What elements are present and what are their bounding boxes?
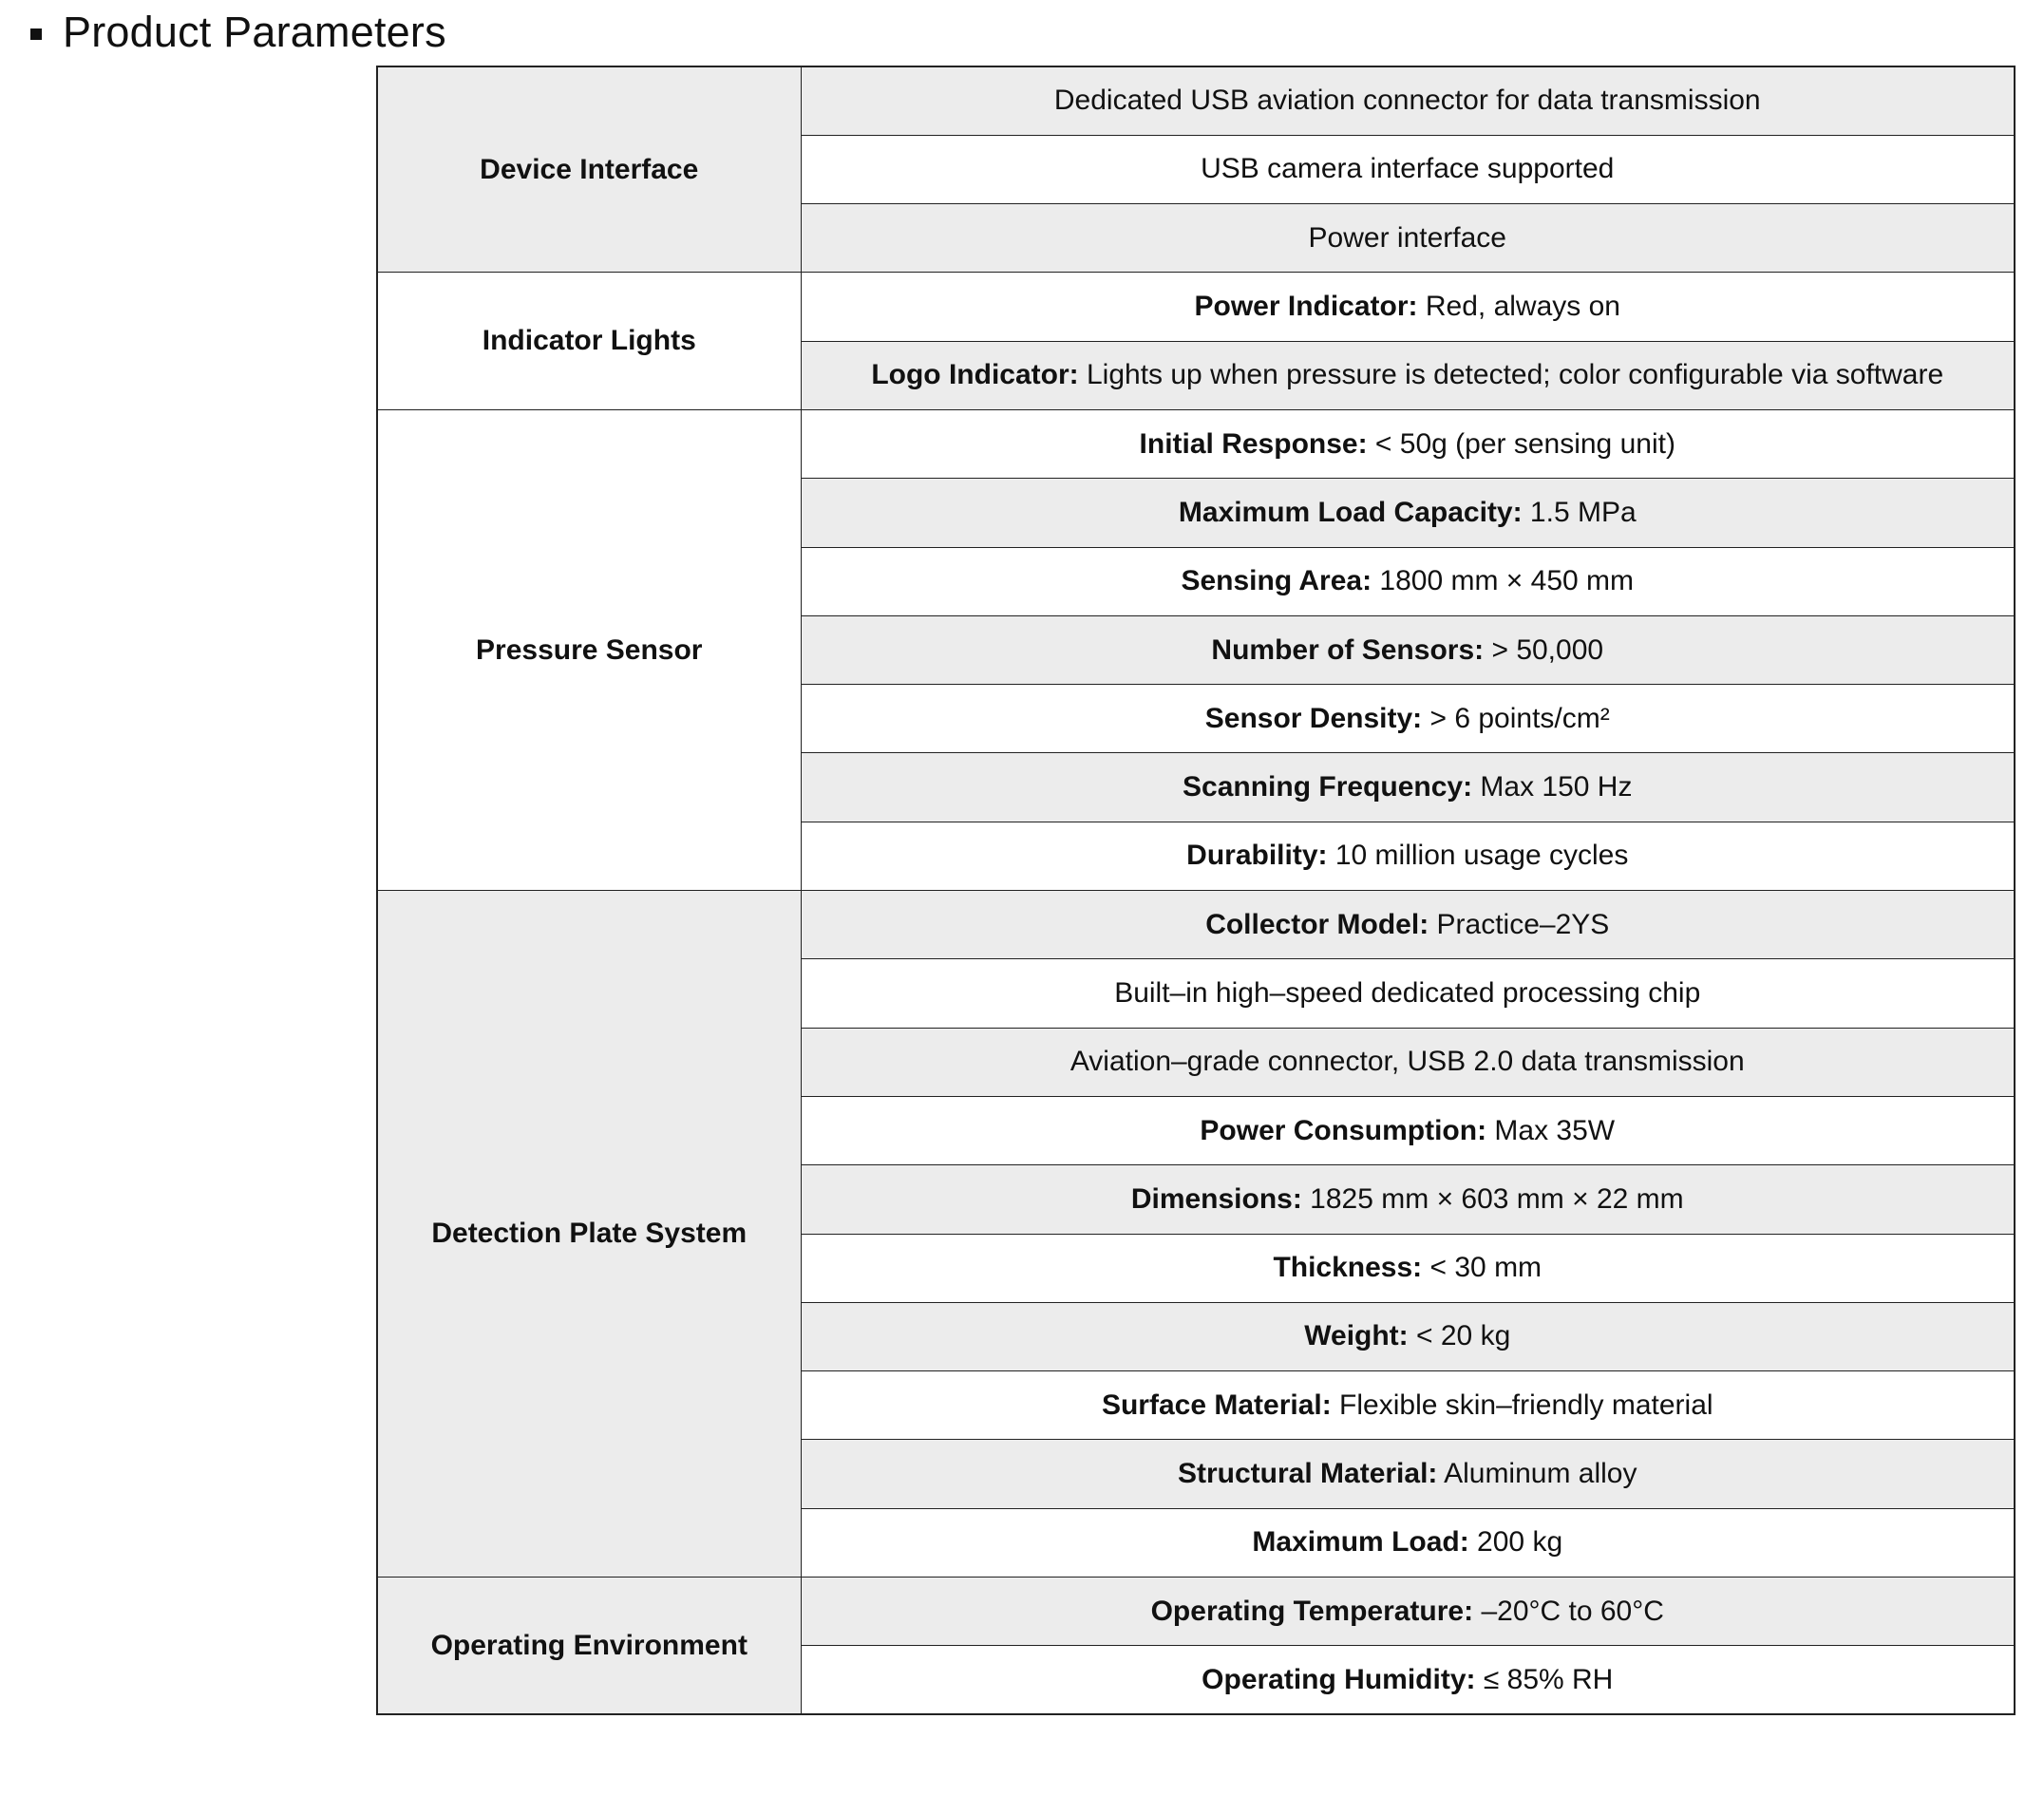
parameter-value: Red, always on [1417,291,1620,323]
parameter-value: ≤ 85% RH [1475,1663,1614,1695]
value-cell [801,615,2015,684]
table-row [377,409,2015,478]
category-cell: Pressure Sensor [377,409,801,890]
parameter-label: Thickness: [1273,1252,1423,1284]
category-cell: Operating Environment [377,1578,801,1715]
value-cell [801,1508,2015,1577]
product-parameters-table [376,66,2016,1715]
value-cell [801,1371,2015,1440]
parameter-label: Operating Humidity: [1202,1663,1476,1695]
parameter-label: Structural Material: [1178,1458,1438,1490]
parameter-value: Practice–2YS [1429,908,1610,940]
value-cell [801,204,2015,273]
parameter-value: < 30 mm [1422,1252,1542,1284]
parameter-value: 200 kg [1468,1526,1563,1559]
value-cell [801,1302,2015,1370]
value-cell [801,1165,2015,1234]
parameter-label: Surface Material: [1101,1389,1332,1421]
value-cell [801,1096,2015,1164]
parameter-value: > 6 points/cm² [1422,702,1610,734]
value-cell [801,959,2015,1028]
parameters-table-body [377,66,2015,1714]
parameter-value: 1825 mm × 603 mm × 22 mm [1301,1182,1684,1215]
parameter-label: Scanning Frequency: [1183,771,1473,803]
parameter-value: > 50,000 [1484,633,1604,666]
value-cell [801,273,2015,341]
parameter-value: 1800 mm × 450 mm [1372,565,1635,597]
parameter-label: Power Indicator: [1194,291,1418,323]
parameter-label: Initial Response: [1139,427,1368,460]
parameter-value: Flexible skin–friendly material [1331,1389,1713,1421]
value-cell [801,547,2015,615]
parameter-value: Power interface [1308,221,1506,254]
parameter-value: 1.5 MPa [1522,496,1637,528]
value-cell [801,135,2015,203]
value-cell [801,685,2015,753]
table-row [377,891,2015,959]
parameter-label: Dimensions: [1130,1182,1302,1215]
parameter-label: Power Consumption: [1200,1114,1487,1146]
parameter-label: Collector Model: [1205,908,1429,940]
value-cell [801,479,2015,547]
table-row [377,66,2015,135]
parameter-label: Sensor Density: [1204,702,1423,734]
parameter-value: Lights up when pressure is detected; color configurable via software [1078,359,1944,391]
parameter-value: < 50g (per sensing unit) [1367,427,1675,460]
parameter-value: Max 35W [1486,1114,1616,1146]
category-cell: Device Interface [377,66,801,273]
table-row [377,273,2015,341]
parameter-label: Logo Indicator: [871,359,1079,391]
value-cell [801,341,2015,409]
parameter-label: Durability: [1186,840,1328,872]
value-cell [801,1234,2015,1302]
parameter-label: Number of Sensors: [1211,633,1485,666]
parameter-value: 10 million usage cycles [1327,840,1629,872]
page-title: Product Parameters [63,8,446,56]
value-cell [801,66,2015,135]
value-cell [801,1440,2015,1508]
value-cell [801,822,2015,890]
square-bullet-icon [30,28,42,40]
parameter-value: Max 150 Hz [1472,771,1633,803]
parameter-label: Maximum Load: [1252,1526,1469,1559]
value-cell [801,409,2015,478]
value-cell [801,1646,2015,1714]
value-cell [801,1578,2015,1646]
parameter-label: Maximum Load Capacity: [1178,496,1523,528]
parameter-label: Sensing Area: [1181,565,1372,597]
parameter-value: –20°C to 60°C [1473,1595,1664,1627]
parameter-label: Weight: [1304,1320,1409,1352]
category-cell: Detection Plate System [377,891,801,1578]
parameter-value: Aluminum alloy [1437,1458,1637,1490]
parameter-value: Aviation–grade connector, USB 2.0 data transmission [1069,1046,1745,1078]
page-heading [30,6,446,59]
parameter-value: Dedicated USB aviation connector for data transmission [1053,85,1761,117]
parameter-value: Built–in high–speed dedicated processing chip [1114,977,1701,1009]
parameter-value: < 20 kg [1408,1320,1511,1352]
table-row [377,1578,2015,1646]
value-cell [801,753,2015,822]
value-cell [801,891,2015,959]
category-cell: Indicator Lights [377,273,801,410]
parameter-label: Operating Temperature: [1150,1595,1474,1627]
value-cell [801,1028,2015,1096]
parameter-value: USB camera interface supported [1201,153,1615,185]
